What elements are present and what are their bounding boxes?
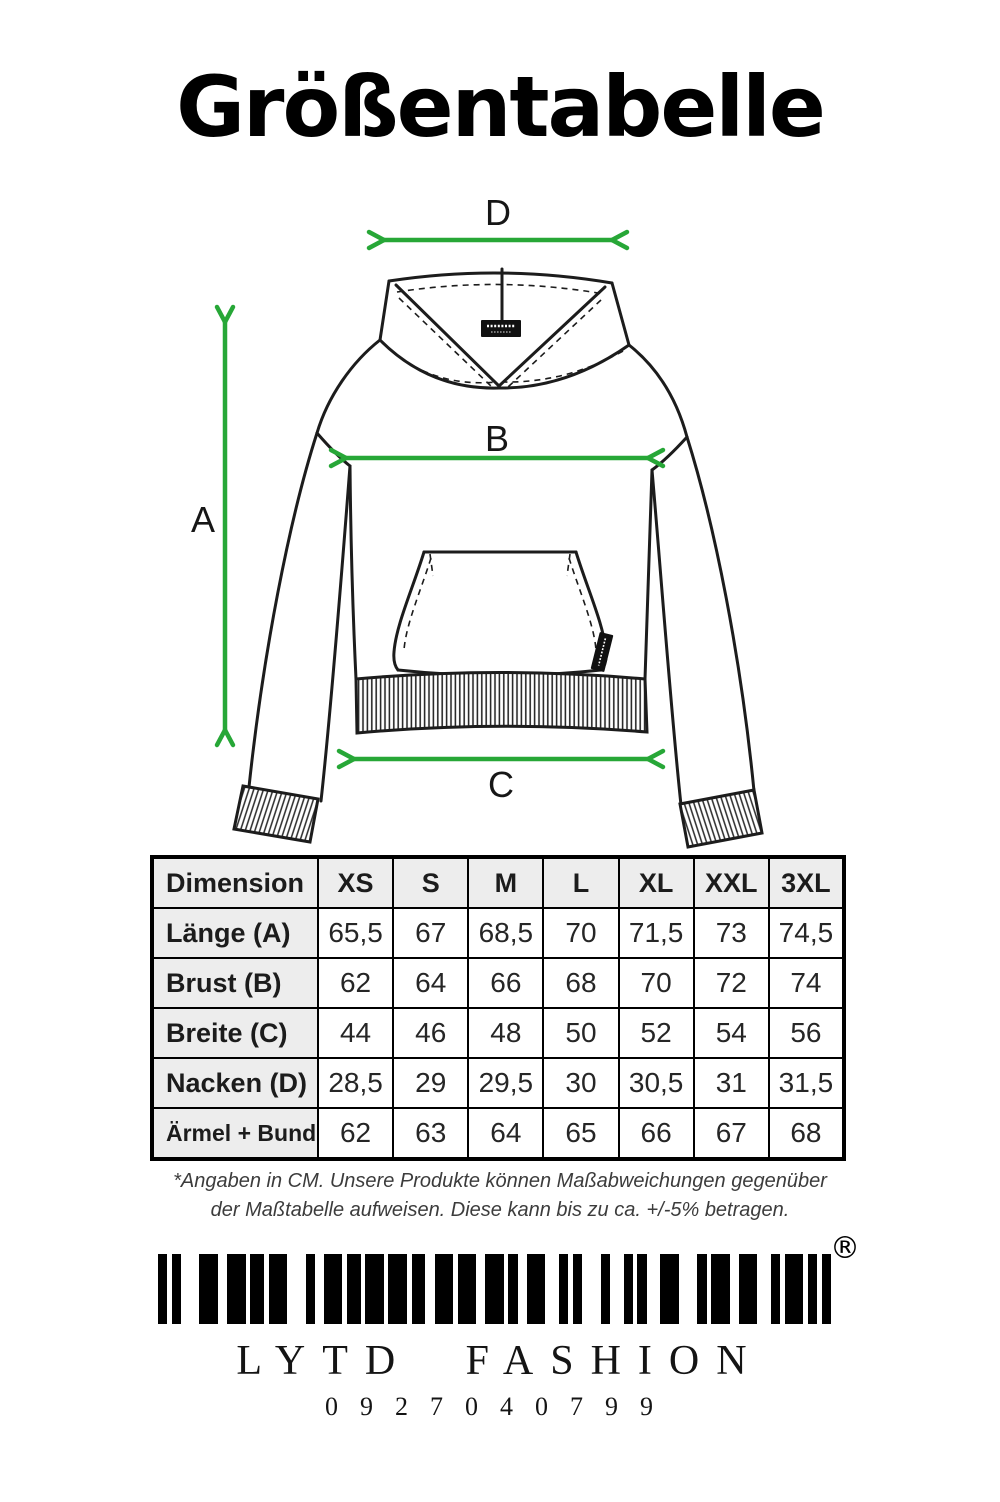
barcode-bar [485,1254,503,1324]
cell: 56 [769,1008,844,1058]
dim-label-a: A [190,499,216,540]
barcode-bar [711,1254,729,1324]
barcode-bar [573,1254,582,1324]
row-label: Länge (A) [152,908,318,958]
col-header-dimension: Dimension [152,857,318,908]
dim-label-b: B [484,418,510,459]
barcode-bar [412,1254,426,1324]
col-header-l: L [543,857,618,908]
cell: 65,5 [318,908,393,958]
barcode-bar [227,1254,245,1324]
cell: 30 [543,1058,618,1108]
barcode-bar [172,1254,181,1324]
barcode-bar [660,1254,678,1324]
barcode-bar [508,1254,517,1324]
dim-label-d: D [485,192,511,233]
cell: 54 [694,1008,769,1058]
cell: 73 [694,908,769,958]
cell: 74 [769,958,844,1008]
barcode-bar [527,1254,545,1324]
cell: 62 [318,1108,393,1159]
col-header-xs: XS [318,857,393,908]
cell: 67 [393,908,468,958]
cell: 46 [393,1008,468,1058]
barcode-bar [269,1254,287,1324]
col-header-m: M [468,857,543,908]
cell: 72 [694,958,769,1008]
cell: 48 [468,1008,543,1058]
cell: 68,5 [468,908,543,958]
size-table [150,855,846,1161]
cell: 29,5 [468,1058,543,1108]
cell: 71,5 [619,908,694,958]
barcode-bar [601,1254,610,1324]
stitching-lines [386,284,623,650]
col-header-xxl: XXL [694,857,769,908]
cell: 62 [318,958,393,1008]
barcode-bar [637,1254,646,1324]
barcode-bar [388,1254,406,1324]
registered-trademark-icon: ® [830,1231,860,1266]
cell: 66 [468,958,543,1008]
cell: 31 [694,1058,769,1108]
barcode-bar [739,1254,757,1324]
cell: 31,5 [769,1058,844,1108]
barcode-bar [559,1254,568,1324]
cell: 70 [543,908,618,958]
right-cuff-rib [680,790,762,847]
barcode-bar [199,1254,217,1324]
barcode-bar [435,1254,453,1324]
neck-label [481,320,521,337]
barcode-bar [324,1254,342,1324]
col-header-s: S [393,857,468,908]
barcode-bar [158,1254,167,1324]
cell: 44 [318,1008,393,1058]
barcode-bar [458,1254,476,1324]
dim-label-c: C [488,764,514,805]
cell: 30,5 [619,1058,694,1108]
cell: 74,5 [769,908,844,958]
barcode-number: 0927040799 [325,1392,675,1421]
table-row-brust [152,958,844,1008]
cell: 50 [543,1008,618,1058]
brand-name: LYTD FASHION [236,1338,764,1384]
barcode-bar [785,1254,803,1324]
col-header-3xl: 3XL [769,857,844,908]
left-cuff-rib [234,786,318,842]
cell: 64 [468,1108,543,1159]
cell: 68 [769,1108,844,1159]
cell: 64 [393,958,468,1008]
cell: 67 [694,1108,769,1159]
table-row-laenge [152,908,844,958]
row-label: Nacken (D) [152,1058,318,1108]
cell: 68 [543,958,618,1008]
barcode-bar [697,1254,706,1324]
cell: 65 [543,1108,618,1159]
col-header-xl: XL [619,857,694,908]
barcode-bar [347,1254,361,1324]
cell: 29 [393,1058,468,1108]
page-title: Größentabelle [176,58,824,156]
barcode-bar [306,1254,315,1324]
disclaimer [0,1167,1000,1225]
barcode-bar [808,1254,817,1324]
table-row-nacken [152,1058,844,1108]
row-label: Ärmel + Bund [152,1108,318,1159]
table-row-aermel-bund [152,1108,844,1159]
cell: 63 [393,1108,468,1159]
barcode-bar [250,1254,264,1324]
row-label: Breite (C) [152,1008,318,1058]
cell: 70 [619,958,694,1008]
cell: 66 [619,1108,694,1159]
waistband-rib [356,673,647,734]
barcode-bar [771,1254,780,1324]
cell: 52 [619,1008,694,1058]
pocket-tag [591,632,614,672]
disclaimer-line2: der Maßtabelle aufweisen. Diese kann bis zu ca. +/-5% betragen. [210,1199,790,1221]
barcode [158,1254,831,1324]
table-header-row [152,857,844,908]
barcode-bar [624,1254,633,1324]
cell: 28,5 [318,1058,393,1108]
row-label: Brust (B) [152,958,318,1008]
barcode-bar [365,1254,383,1324]
disclaimer-line1: *Angaben in CM. Unsere Produkte können Maßabweichungen gegenüber [173,1170,827,1192]
table-row-breite [152,1008,844,1058]
